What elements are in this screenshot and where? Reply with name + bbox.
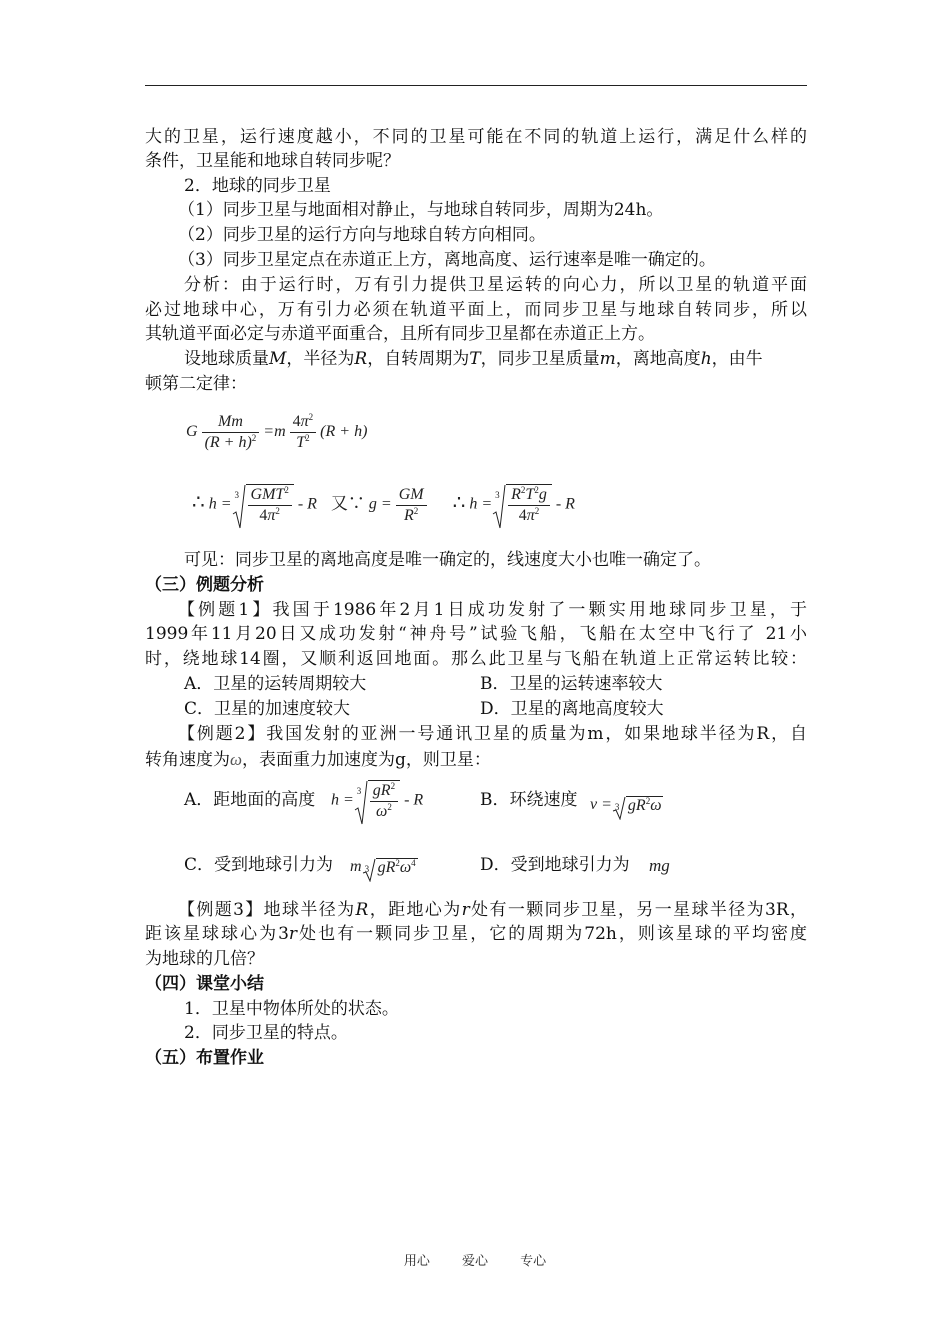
example1-text: 时，绕地球14圈，又顺利返回地面。那么此卫星与飞船在轨道上正常运转比较： (145, 649, 807, 669)
example1-text: 1999年11月20日又成功发射“神舟号”试验飞船，飞船在太空中飞行了 21小 (145, 624, 807, 644)
subheading-sync-satellite: 2．地球的同步卫星 (184, 176, 331, 196)
text-line: 顿第二定律： (145, 374, 247, 394)
example3-text: 【例题3】地球半径为R，距地心为r处有一颗同步卫星，另一星球半径为3R， (178, 900, 808, 920)
section-heading-homework: （五）布置作业 (145, 1048, 264, 1068)
formula-option-d: mg (649, 856, 670, 875)
summary-item: 1．卫星中物体所处的状态。 (184, 999, 399, 1019)
example3-text: 距该星球球心为3r处也有一颗同步卫星，它的周期为72h，则该星球的平均密度 (145, 924, 807, 944)
option-d: D．卫星的离地高度较大 (480, 699, 664, 719)
header-rule (145, 85, 807, 86)
option-a: A．卫星的运转周期较大 (184, 674, 367, 694)
text-line: （2）同步卫星的运行方向与地球自转方向相同。 (178, 225, 546, 245)
example3-text: 为地球的几倍？ (145, 949, 264, 969)
text-line: 其轨道平面必定与赤道平面重合，且所有同步卫星都在赤道正上方。 (145, 324, 655, 344)
summary-item: 2．同步卫星的特点。 (184, 1023, 348, 1043)
formula-height-row: ∴ h = 3 $\frac{GMT^2}{4\pi^2}$ - R 又∵ g = $\frac{GM}{R^2}$ ∴ h = 3 $\frac{R^2T^2g}{4\pi^2}$ - R (192, 484, 575, 526)
text-line: （3）同步卫星定点在赤道正上方，离地高度、运行速率是唯一确定的。 (178, 250, 716, 270)
option-c: C．卫星的加速度较大 (184, 699, 351, 719)
text-line: 条件，卫星能和地球自转同步呢？ (145, 151, 400, 171)
example1-text: 【例题1】我国于1986年2月1日成功发射了一颗实用地球同步卫星，于 (178, 600, 807, 620)
formula-gravitation: G $\frac{Mm}{(R + h)^2}$ =m $\frac{4\pi^2}{T^2}$ (R + h) (186, 412, 368, 451)
example2-text: 转角速度为ω，表面重力加速度为g，则卫星： (145, 750, 491, 770)
example2-text: 【例题2】我国发射的亚洲一号通讯卫星的质量为m，如果地球半径为R，自 (178, 724, 808, 744)
text-line: 大的卫星，运行速度越小，不同的卫星可能在不同的轨道上运行，满足什么样的 (145, 127, 807, 147)
option-c: C．受到地球引力为 (184, 855, 334, 875)
option-b: B．环绕速度 (480, 790, 578, 810)
text-line: 分析：由于运行时，万有引力提供卫星运转的向心力，所以卫星的轨道平面 (184, 275, 807, 295)
text-line: 必过地球中心，万有引力必须在轨道平面上，而同步卫星与地球自转同步，所以 (145, 300, 807, 320)
formula-option-b: v = 3 $gR^2\omega$ (590, 796, 663, 815)
text-line: 可见：同步卫星的离地高度是唯一确定的，线速度大小也唯一确定了。 (184, 550, 711, 570)
text-line: （1）同步卫星与地面相对静止，与地球自转同步，周期为24h。 (178, 200, 664, 220)
formula-option-c: m 3 $gR^2\omega^4$ (350, 858, 418, 877)
formula-option-a: h = 3 $\frac{gR^2}{\omega^2}$ - R (331, 780, 423, 822)
section-heading-summary: （四）课堂小结 (145, 974, 264, 994)
section-heading-examples: （三）例题分析 (145, 575, 264, 595)
text-line: 设地球质量M，半径为R，自转周期为T，同步卫星质量m，离地高度h，由牛 (184, 349, 763, 369)
option-b: B．卫星的运转速率较大 (480, 674, 663, 694)
option-d: D．受到地球引力为 (480, 855, 630, 875)
option-a: A．距地面的高度 (184, 790, 316, 810)
page-footer: 用心 爱心 专心 (403, 1254, 547, 1269)
